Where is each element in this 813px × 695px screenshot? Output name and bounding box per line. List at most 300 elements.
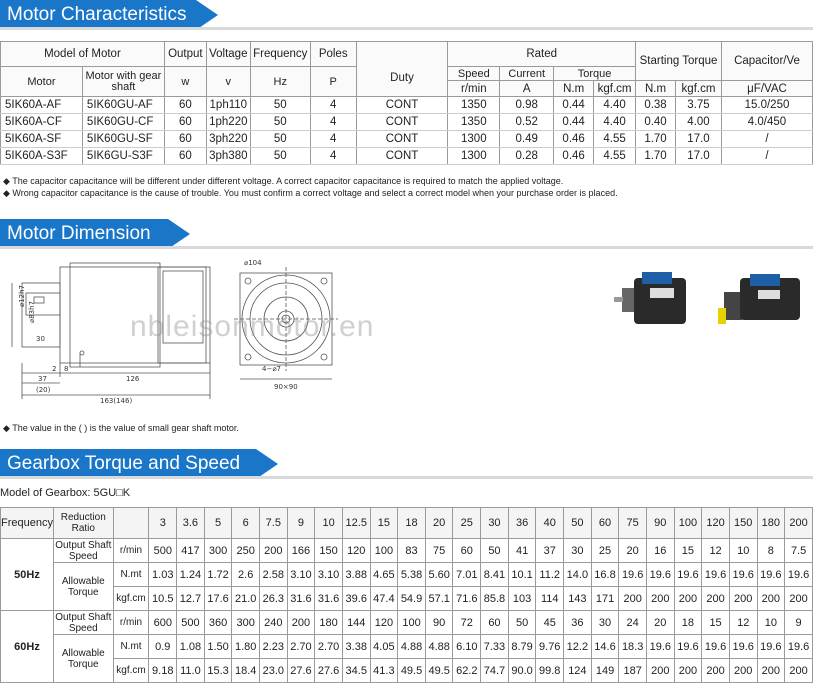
gear-value: 11.0: [177, 659, 205, 683]
ratio-header: 5: [204, 508, 232, 539]
gear-value: 99.8: [536, 659, 564, 683]
gear-value: 2.23: [260, 635, 288, 659]
header-motor: Motor: [1, 67, 83, 97]
gear-value: 200: [757, 587, 785, 611]
gear-value: 19.6: [702, 635, 730, 659]
ratio-header: 120: [702, 508, 730, 539]
gear-value: 85.8: [481, 587, 509, 611]
gear-value: 2.58: [260, 563, 288, 587]
gear-value: 72: [453, 611, 481, 635]
unit-a: A: [500, 81, 554, 97]
dim-37: 37: [38, 375, 47, 383]
gear-value: 3.38: [342, 635, 370, 659]
ratio-header: 18: [398, 508, 426, 539]
spec-cell: 1ph220: [206, 114, 250, 131]
gear-value: 1.08: [177, 635, 205, 659]
header-torque: Torque: [554, 67, 636, 81]
gear-value: 200: [702, 587, 730, 611]
gear-value: 75: [425, 539, 453, 563]
ratio-header: 30: [481, 508, 509, 539]
header-ratio: Reduction Ratio: [53, 508, 113, 539]
gear-value: 15: [702, 611, 730, 635]
ratio-header: 15: [370, 508, 398, 539]
capacitor-note-2: ◆ Wrong capacitor capacitance is the cause of trouble. You must confirm a correct voltage and select a correct model when your purchase order is placed.: [3, 188, 618, 198]
spec-cell: 4: [310, 97, 356, 114]
header-speed: Speed: [448, 67, 500, 81]
gear-value: 19.6: [729, 563, 757, 587]
gear-value: 7.5: [785, 539, 813, 563]
unit-p: P: [310, 67, 356, 97]
gear-value: 19.6: [757, 563, 785, 587]
unit-v: v: [206, 67, 250, 97]
ratio-header: 60: [591, 508, 619, 539]
gear-value: 120: [342, 539, 370, 563]
spec-cell: 1.70: [636, 131, 676, 148]
ratio-header: 3.6: [177, 508, 205, 539]
gear-value: 250: [232, 539, 260, 563]
gear-value: 11.2: [536, 563, 564, 587]
spec-row: [1, 97, 813, 114]
gear-value: 360: [204, 611, 232, 635]
spec-cell: 4.55: [594, 131, 636, 148]
gear-value: 14.0: [564, 563, 592, 587]
spec-cell: 5IK6GU-S3F: [82, 148, 164, 165]
spec-row: [1, 148, 813, 165]
spec-cell: 5IK60A-SF: [1, 131, 83, 148]
gear-value: 200: [619, 587, 647, 611]
gear-value: 7.01: [453, 563, 481, 587]
spec-cell: 50: [250, 97, 310, 114]
gear-value: 200: [702, 659, 730, 683]
gear-value: 60: [481, 611, 509, 635]
gear-value: 9.76: [536, 635, 564, 659]
unit-cap: μF/VAC: [721, 81, 812, 97]
gearbox-banner: [0, 449, 813, 479]
spec-cell: 4.00: [676, 114, 722, 131]
gear-value: 187: [619, 659, 647, 683]
section-title: Motor Characteristics: [0, 0, 196, 30]
header-gear-shaft: Motor with gear shaft: [82, 67, 164, 97]
spec-cell: 1300: [448, 148, 500, 165]
gear-value: 200: [729, 659, 757, 683]
row-label: Output Shaft Speed: [55, 611, 112, 634]
gear-value: 114: [536, 587, 564, 611]
spec-cell: 3ph220: [206, 131, 250, 148]
gear-value: 60: [453, 539, 481, 563]
gear-value: 12.2: [564, 635, 592, 659]
gear-value: 83: [398, 539, 426, 563]
gear-value: 12: [702, 539, 730, 563]
unit-label: N.mt: [113, 563, 149, 587]
gear-value: 12.7: [177, 587, 205, 611]
spec-cell: 1350: [448, 97, 500, 114]
spec-cell: 0.49: [500, 131, 554, 148]
spec-cell: 1300: [448, 131, 500, 148]
frequency-label: 50Hz: [1, 539, 54, 611]
unit-kgf: kgf.cm: [594, 81, 636, 97]
gear-value: 9: [785, 611, 813, 635]
ratio-header: 9: [287, 508, 315, 539]
gear-value: 2.70: [315, 635, 343, 659]
gear-value: 14.6: [591, 635, 619, 659]
divider: [0, 27, 813, 30]
gear-value: 25: [591, 539, 619, 563]
gear-value: 16: [646, 539, 674, 563]
gear-value: 21.0: [232, 587, 260, 611]
gear-value: 15: [674, 539, 702, 563]
gear-value: 41.3: [370, 659, 398, 683]
spec-cell: 4: [310, 114, 356, 131]
gear-value: 124: [564, 659, 592, 683]
gear-value: 74.7: [481, 659, 509, 683]
divider: [0, 246, 813, 249]
gear-value: 26.3: [260, 587, 288, 611]
motor-dimension-banner: [0, 219, 813, 249]
dim-163: 163(146): [100, 397, 133, 405]
header-voltage: Voltage: [206, 42, 250, 67]
ratio-header: 50: [564, 508, 592, 539]
gear-value: 19.6: [729, 635, 757, 659]
spec-row: [1, 131, 813, 148]
unit-start-kgf: kgf.cm: [676, 81, 722, 97]
gear-value: 500: [149, 539, 177, 563]
gear-value: 23.0: [260, 659, 288, 683]
gear-value: 166: [287, 539, 315, 563]
gear-value: 2.6: [232, 563, 260, 587]
gear-value: 8.79: [508, 635, 536, 659]
gear-value: 24: [619, 611, 647, 635]
spec-cell: 0.46: [554, 148, 594, 165]
gear-value: 4.88: [425, 635, 453, 659]
ratio-header: 75: [619, 508, 647, 539]
dim-90x90: 90×90: [274, 383, 298, 391]
gear-value: 103: [508, 587, 536, 611]
ratio-header: 7.5: [260, 508, 288, 539]
dim-20: (20): [36, 386, 51, 394]
gear-value: 1.03: [149, 563, 177, 587]
spec-cell: 60: [164, 114, 206, 131]
watermark: nbleisonmotor.en: [130, 310, 375, 343]
spec-cell: /: [721, 148, 812, 165]
gear-value: 2.70: [287, 635, 315, 659]
gear-value: 200: [674, 587, 702, 611]
ratio-header: 12.5: [342, 508, 370, 539]
row-label: Output Shaft Speed: [55, 539, 112, 562]
gear-value: 120: [370, 611, 398, 635]
gear-value: 6.10: [453, 635, 481, 659]
gear-value: 19.6: [674, 635, 702, 659]
header-spacer: [113, 508, 149, 539]
gear-value: 1.80: [232, 635, 260, 659]
gear-value: 417: [177, 539, 205, 563]
gear-row: [1, 611, 813, 635]
gear-value: 100: [398, 611, 426, 635]
unit-rmin: r/min: [448, 81, 500, 97]
gear-row: [1, 659, 813, 683]
unit-w: w: [164, 67, 206, 97]
spec-cell: 4.40: [594, 97, 636, 114]
spec-cell: 17.0: [676, 131, 722, 148]
gear-value: 50: [481, 539, 509, 563]
gear-shaft-note: ◆ The value in the ( ) is the value of small gear shaft motor.: [3, 423, 239, 433]
gear-value: 3.10: [315, 563, 343, 587]
section-title: Gearbox Torque and Speed: [0, 449, 256, 479]
dim-30: 30: [36, 335, 45, 343]
gear-value: 200: [646, 659, 674, 683]
spec-cell: 4: [310, 148, 356, 165]
gear-value: 149: [591, 659, 619, 683]
header-frequency: Frequency: [1, 508, 54, 539]
gear-value: 41: [508, 539, 536, 563]
gear-value: 144: [342, 611, 370, 635]
gear-value: 3.88: [342, 563, 370, 587]
gear-value: 90.0: [508, 659, 536, 683]
header-duty: Duty: [356, 42, 448, 97]
header-starting-torque: Starting Torque: [636, 42, 722, 81]
gear-value: 10: [757, 611, 785, 635]
unit-label: kgf.cm: [113, 659, 149, 683]
gear-value: 200: [646, 587, 674, 611]
gear-value: 47.4: [370, 587, 398, 611]
ratio-header: 100: [674, 508, 702, 539]
gear-value: 49.5: [398, 659, 426, 683]
gear-value: 18: [674, 611, 702, 635]
capacitor-note-1: ◆ The capacitor capacitance will be different under different voltage. A correct capacitor capacitance is required to match the applied voltage.: [3, 176, 564, 186]
spec-cell: 15.0/250: [721, 97, 812, 114]
unit-label: r/min: [113, 539, 149, 563]
gear-value: 10: [729, 539, 757, 563]
gear-value: 12: [729, 611, 757, 635]
spec-cell: 4.40: [594, 114, 636, 131]
dim-2: 2: [52, 365, 57, 373]
gear-value: 45: [536, 611, 564, 635]
gear-value: 180: [315, 611, 343, 635]
header-frequency: Frequency: [250, 42, 310, 67]
gear-value: 4.88: [398, 635, 426, 659]
divider: [0, 476, 813, 479]
gear-value: 27.6: [287, 659, 315, 683]
spec-cell: 4: [310, 131, 356, 148]
spec-cell: 1ph110: [206, 97, 250, 114]
spec-cell: 0.28: [500, 148, 554, 165]
gear-value: 37: [536, 539, 564, 563]
spec-cell: 50: [250, 114, 310, 131]
unit-nm: N.m: [554, 81, 594, 97]
gear-value: 34.5: [342, 659, 370, 683]
spec-cell: 5IK60GU-CF: [82, 114, 164, 131]
gear-value: 19.6: [619, 563, 647, 587]
gear-row: [1, 587, 813, 611]
header-model: Model of Motor: [1, 42, 165, 67]
spec-cell: 0.38: [636, 97, 676, 114]
ratio-header: 3: [149, 508, 177, 539]
motor-characteristics-banner: [0, 0, 813, 30]
header-rated: Rated: [448, 42, 636, 67]
gear-value: 3.10: [287, 563, 315, 587]
gear-value: 20: [619, 539, 647, 563]
spec-cell: 4.0/450: [721, 114, 812, 131]
gearbox-torque-table: [0, 507, 813, 683]
header-current: Current: [500, 67, 554, 81]
ratio-header: 25: [453, 508, 481, 539]
gear-value: 1.50: [204, 635, 232, 659]
spec-cell: 60: [164, 131, 206, 148]
gear-value: 100: [370, 539, 398, 563]
gear-row: [1, 563, 813, 587]
motor-characteristics-table: [0, 41, 813, 165]
gear-value: 30: [591, 611, 619, 635]
unit-label: N.mt: [113, 635, 149, 659]
dim-104: ⌀104: [244, 259, 262, 267]
spec-cell: 0.44: [554, 97, 594, 114]
gear-value: 39.6: [342, 587, 370, 611]
gear-value: 8: [757, 539, 785, 563]
ratio-header: 36: [508, 508, 536, 539]
ratio-header: 10: [315, 508, 343, 539]
gear-value: 4.65: [370, 563, 398, 587]
spec-cell: 5IK60A-S3F: [1, 148, 83, 165]
gear-value: 10.5: [149, 587, 177, 611]
spec-cell: /: [721, 131, 812, 148]
ratio-header: 180: [757, 508, 785, 539]
row-label: Allowable Torque: [53, 563, 113, 611]
dim-12h7: ⌀12h7: [18, 284, 26, 307]
unit-hz: Hz: [250, 67, 310, 97]
gear-value: 0.9: [149, 635, 177, 659]
spec-cell: 0.40: [636, 114, 676, 131]
gear-value: 71.6: [453, 587, 481, 611]
gear-value: 31.6: [315, 587, 343, 611]
ratio-header: 20: [425, 508, 453, 539]
header-poles: Poles: [310, 42, 356, 67]
spec-cell: 50: [250, 148, 310, 165]
section-title: Motor Dimension: [0, 219, 168, 249]
gear-row: [1, 539, 813, 563]
spec-cell: 5IK60GU-SF: [82, 131, 164, 148]
gear-value: 57.1: [425, 587, 453, 611]
spec-cell: 60: [164, 97, 206, 114]
spec-cell: 60: [164, 148, 206, 165]
gear-value: 19.6: [674, 563, 702, 587]
frequency-label: 60Hz: [1, 611, 54, 683]
row-label: Allowable Torque: [53, 635, 113, 683]
spec-cell: 0.44: [554, 114, 594, 131]
unit-label: kgf.cm: [113, 587, 149, 611]
gear-value: 5.38: [398, 563, 426, 587]
gear-value: 50: [508, 611, 536, 635]
spec-cell: 0.46: [554, 131, 594, 148]
gear-value: 600: [149, 611, 177, 635]
gear-value: 500: [177, 611, 205, 635]
spec-cell: 50: [250, 131, 310, 148]
spec-cell: CONT: [356, 148, 448, 165]
gear-value: 240: [260, 611, 288, 635]
gear-value: 300: [232, 611, 260, 635]
dim-126: 126: [126, 375, 140, 383]
motor-photo-1: [614, 272, 686, 324]
spec-cell: 3.75: [676, 97, 722, 114]
spec-cell: 0.98: [500, 97, 554, 114]
gear-value: 15.3: [204, 659, 232, 683]
gear-value: 36: [564, 611, 592, 635]
spec-cell: 5IK60A-AF: [1, 97, 83, 114]
unit-start-nm: N.m: [636, 81, 676, 97]
spec-cell: 5IK60A-CF: [1, 114, 83, 131]
gear-value: 16.8: [591, 563, 619, 587]
header-output: Output: [164, 42, 206, 67]
gear-value: 150: [315, 539, 343, 563]
ratio-header: 150: [729, 508, 757, 539]
header-capacitor: Capacitor/Ve: [721, 42, 812, 81]
gear-row: [1, 635, 813, 659]
gear-value: 31.6: [287, 587, 315, 611]
spec-cell: 4.55: [594, 148, 636, 165]
gear-value: 200: [260, 539, 288, 563]
dim-4-holes: 4−⌀7: [262, 365, 281, 373]
gear-value: 7.33: [481, 635, 509, 659]
gear-value: 19.6: [646, 635, 674, 659]
gear-value: 5.60: [425, 563, 453, 587]
gear-value: 62.2: [453, 659, 481, 683]
gear-value: 10.1: [508, 563, 536, 587]
gear-value: 49.5: [425, 659, 453, 683]
spec-cell: 5IK60GU-AF: [82, 97, 164, 114]
ratio-header: 40: [536, 508, 564, 539]
ratio-header: 90: [646, 508, 674, 539]
gear-value: 18.4: [232, 659, 260, 683]
gear-value: 9.18: [149, 659, 177, 683]
gear-value: 19.6: [757, 635, 785, 659]
gear-value: 19.6: [702, 563, 730, 587]
gear-value: 143: [564, 587, 592, 611]
gear-value: 200: [287, 611, 315, 635]
gear-value: 18.3: [619, 635, 647, 659]
motor-photos: [610, 268, 810, 348]
gear-value: 20: [646, 611, 674, 635]
gear-value: 30: [564, 539, 592, 563]
gear-value: 19.6: [646, 563, 674, 587]
spec-cell: 1.70: [636, 148, 676, 165]
gear-value: 27.6: [315, 659, 343, 683]
ratio-header: 6: [232, 508, 260, 539]
gear-value: 4.05: [370, 635, 398, 659]
unit-label: r/min: [113, 611, 149, 635]
ratio-header: 200: [785, 508, 813, 539]
gear-value: 19.6: [785, 563, 813, 587]
gear-value: 200: [757, 659, 785, 683]
spec-cell: CONT: [356, 97, 448, 114]
gear-value: 17.6: [204, 587, 232, 611]
gear-value: 300: [204, 539, 232, 563]
spec-cell: 17.0: [676, 148, 722, 165]
gear-value: 19.6: [785, 635, 813, 659]
gear-value: 200: [785, 659, 813, 683]
gear-value: 171: [591, 587, 619, 611]
gear-value: 8.41: [481, 563, 509, 587]
dim-83h7: ⌀83h7: [28, 300, 36, 323]
gear-value: 200: [674, 659, 702, 683]
spec-cell: CONT: [356, 131, 448, 148]
spec-cell: 3ph380: [206, 148, 250, 165]
spec-cell: 0.52: [500, 114, 554, 131]
dim-8: 8: [64, 365, 69, 373]
gear-value: 90: [425, 611, 453, 635]
spec-cell: CONT: [356, 114, 448, 131]
motor-photo-2: [718, 274, 800, 324]
gear-value: 200: [785, 587, 813, 611]
gear-value: 54.9: [398, 587, 426, 611]
spec-cell: 1350: [448, 114, 500, 131]
